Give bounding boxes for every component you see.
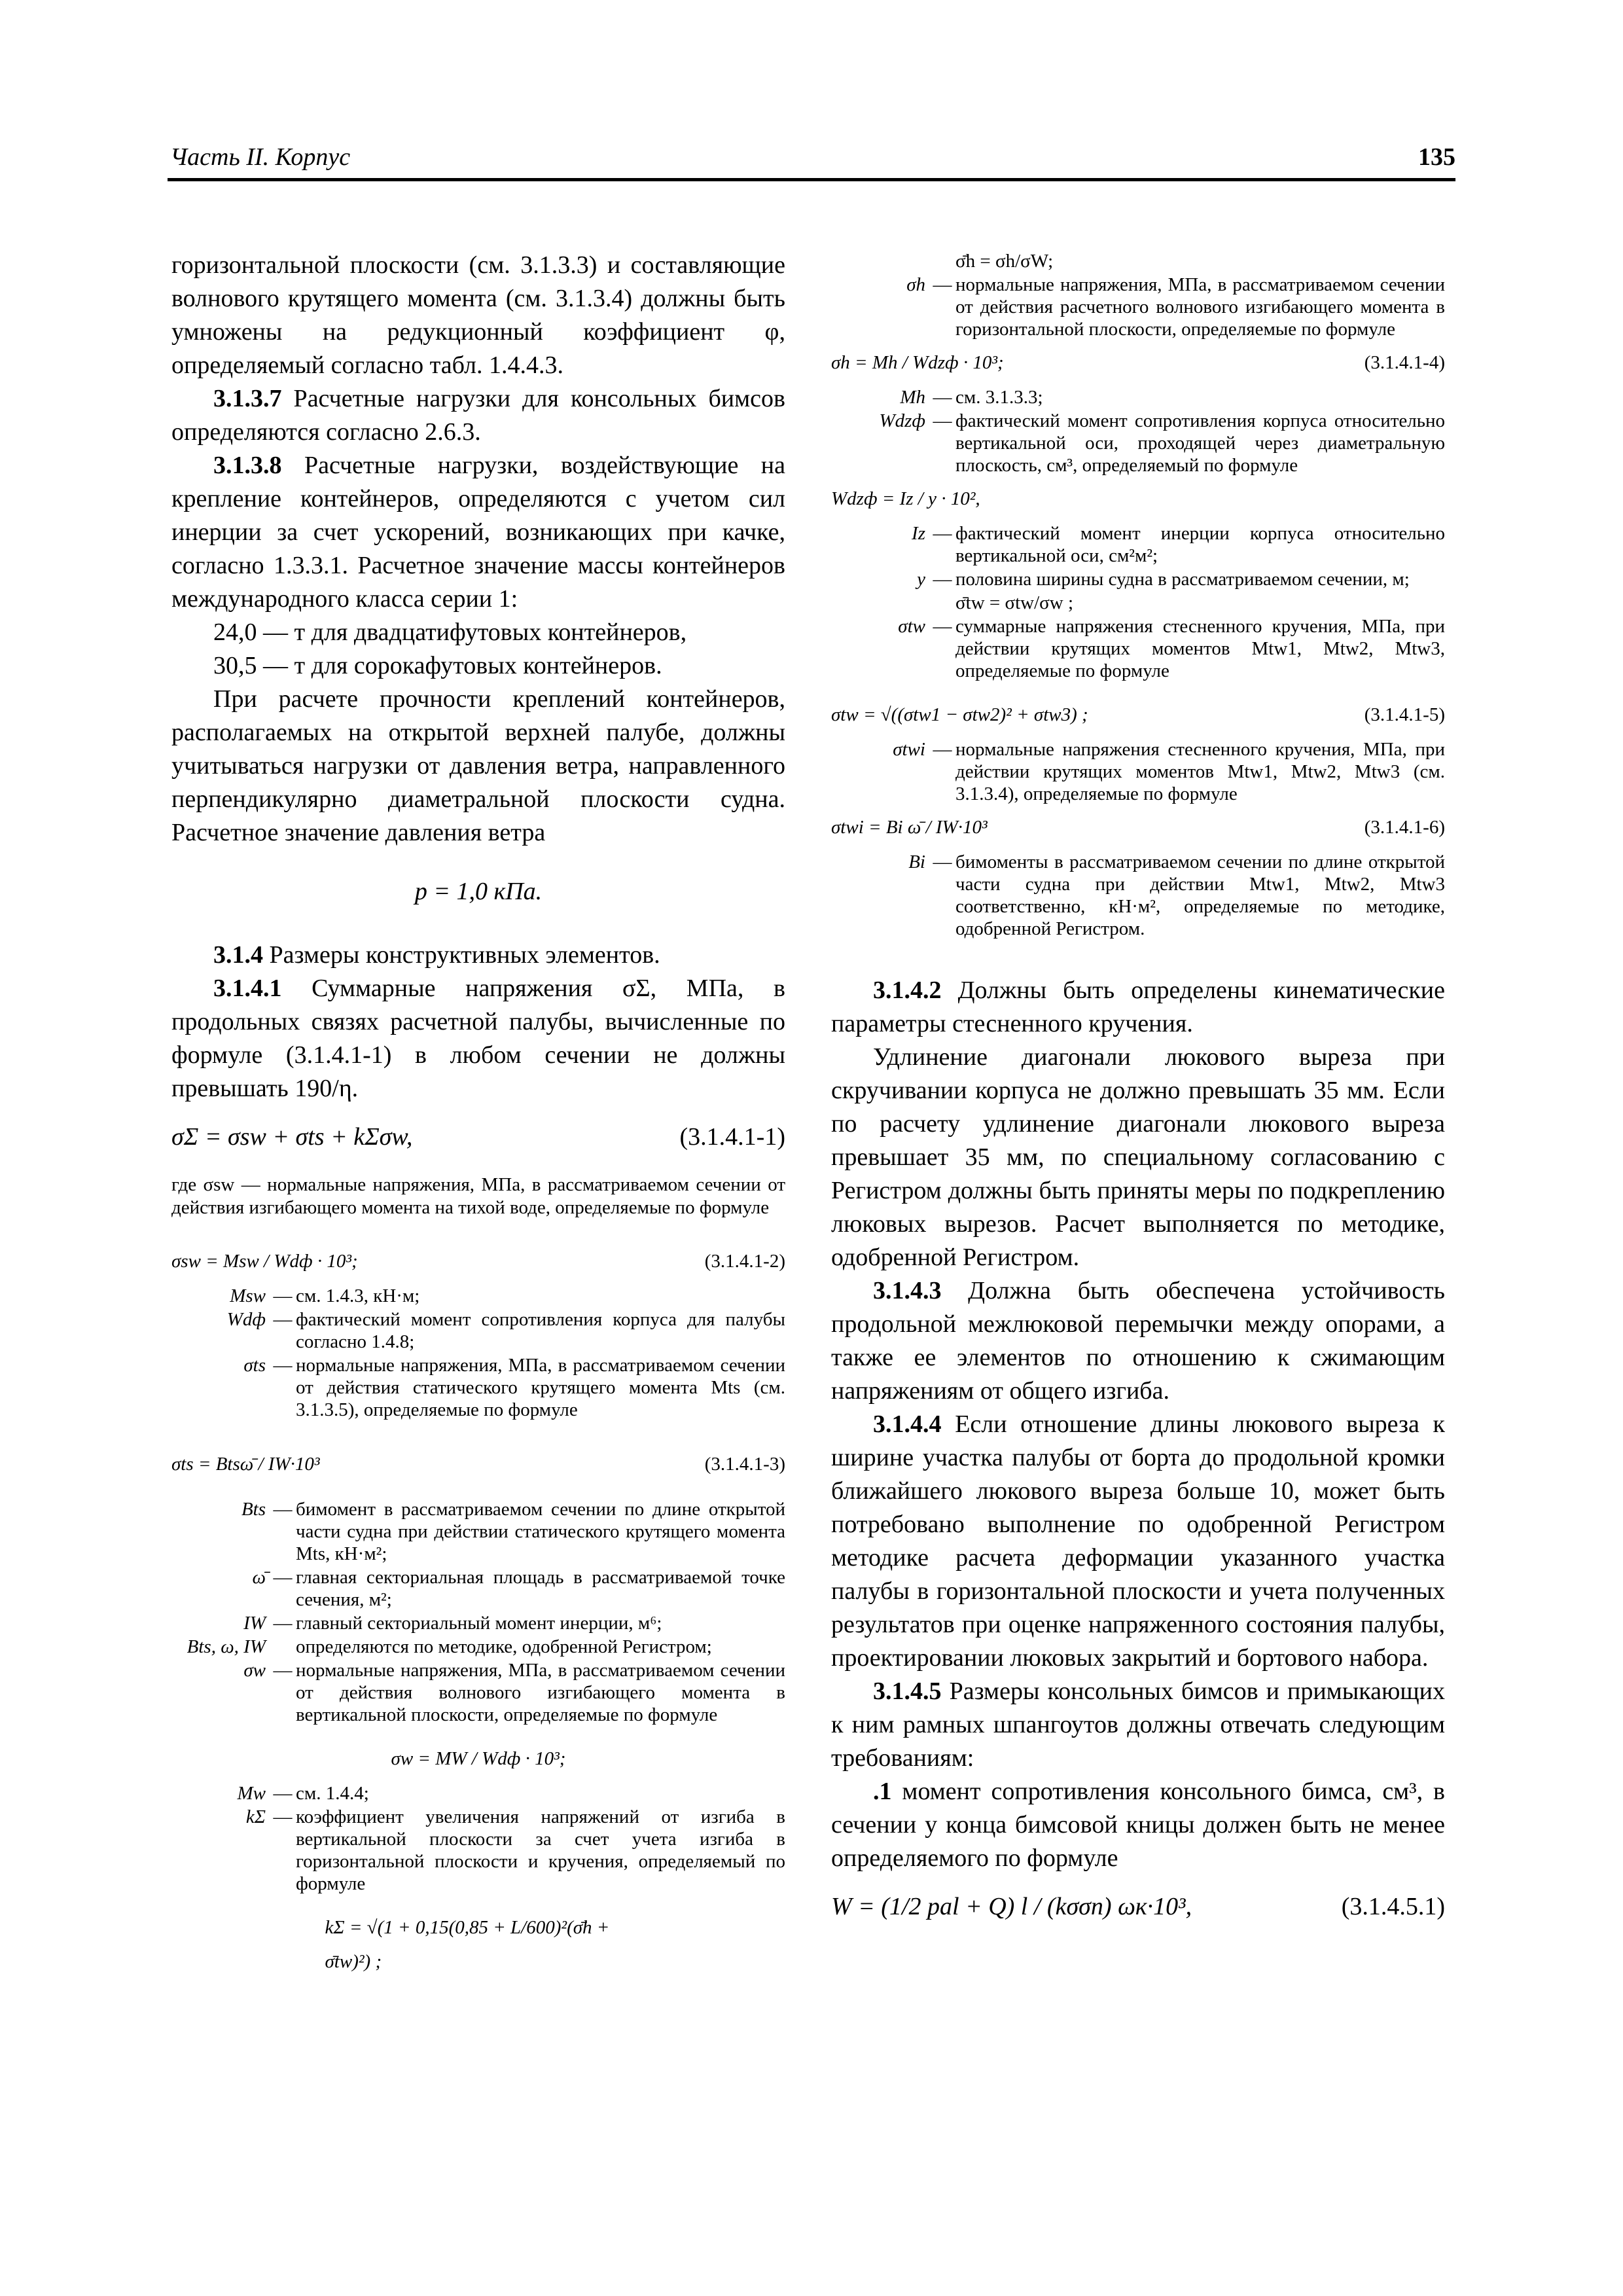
definition: Mh — см. 3.1.3.3; — [900, 387, 1043, 408]
definition: σtw — суммарные напряжения стесненного кручения, МПа, при действии крутящих моментов Mtw1, Mtw2, Mtw3, определяемые по формуле — [898, 616, 1445, 681]
paragraph: горизонтальной плоскости (см. 3.1.3.3) и составляющие волнового крутящего момента (см. 3.1.3.4) должны быть умножены на редукционный коэффициент φ, определяемый согласно табл. 1.4.4.3. — [171, 251, 785, 379]
paragraph: .1 момент сопротивления консольного бимса, см³, в сечении у конца бимсовой кницы должен быть не менее определяемого по формуле — [831, 1778, 1445, 1872]
definition: kΣ — коэффициент увеличения напряжений от изгиба в вертикальной плоскости за счет учета изгиба в горизонтальной плоскости и кручения, определяемый по формуле — [245, 1806, 785, 1894]
clause-number: 3.1.4.1 — [213, 975, 282, 1002]
definition: Mw — см. 1.4.4; — [237, 1783, 369, 1804]
clause-number: 3.1.3.7 — [213, 385, 282, 412]
section-heading: 3.1.4 Размеры конструктивных элементов. — [213, 941, 660, 969]
clause-number: 3.1.4.4 — [873, 1410, 942, 1438]
formula-wdz: Wdzф = Iz / y · 10², — [831, 488, 980, 509]
formula-wind-pressure: p = 1,0 кПа. — [414, 878, 543, 905]
formula-k-sigma: kΣ = √(1 + 0,15(0,85 + L/600)²(σ̄h + σ̄tw)²) ; — [325, 1917, 610, 1972]
paragraph: 30,5 — т для сорокафутовых контейнеров. — [213, 652, 662, 679]
clause-number: 3.1.3.8 — [213, 452, 282, 479]
definition: σtwi — нормальные напряжения стесненного кручения, МПа, при действии крутящих моментов Mtw1, Mtw2, Mtw3 (см. 3.1.3.4), определяемые по формуле — [893, 739, 1445, 804]
paragraph: При расчете прочности креплений контейнеров, располагаемых на открытой верхней палубе, должны учитываться нагрузки от давления ветра, направленного перпендикулярно диаметральной плоскости судна. Расчетное значение давления ветра — [171, 685, 785, 846]
paragraph: 3.1.3.7 Расчетные нагрузки для консольных бимсов определяются согласно 2.6.3. — [171, 385, 785, 446]
definition: y — половина ширины судна в рассматриваемом сечении, м; — [917, 569, 1410, 590]
formula-sigma-w: σw = MW / Wdф · 10³; — [391, 1748, 566, 1769]
clause-number: .1 — [873, 1778, 892, 1805]
formula-3-1-4-5-1: W = (1/2 pal + Q) l / (kσσn) ωк·10³, (3.1.4.5.1) — [831, 1893, 1445, 1920]
definition: σ̄h = σh/σW; — [955, 251, 1054, 272]
clause-number: 3.1.4.5 — [873, 1677, 942, 1705]
definition: Wdzф — фактический момент сопротивления корпуса относительно вертикальной оси, проходящей через диаметральную плоскость, см³, определяемый по формуле — [879, 410, 1445, 476]
where-text: где σsw — нормальные напряжения, МПа, в рассматриваемом сечении от действия изгибающего момента на тихой воде, определяемые по формуле — [171, 1174, 785, 1218]
paragraph: 3.1.4.4 Если отношение длины люкового выреза к ширине участка палубы от борта до продольной кромки ближайшего люкового выреза больше 10, может быть потребовано выполнение по одобренной Регистром методике расчета деформации указанного участка палубы в горизонтальной плоскости и учета полученных результатов при оценке напряженного состояния палубы, проектировании люковых закрытий и бортового набора. — [831, 1410, 1445, 1672]
paragraph: 3.1.3.8 Расчетные нагрузки, воздействующие на крепление контейнеров, определяются с учетом сил инерции за счет ускорений, возникающих при качке, согласно 1.3.3.1. Расчетное значение массы контейнеров международного класса серии 1: — [171, 452, 785, 613]
definition: ω̄ — главная секториальная площадь в рассматриваемой точке сечения, м²; — [252, 1567, 785, 1610]
definition: Wdф — фактический момент сопротивления корпуса для палубы согласно 1.4.8; — [226, 1309, 785, 1352]
page-number: 135 — [1418, 143, 1455, 171]
formula-3-1-4-1-5: σtw = √((σtw1 − σtw2)² + σtw3) ; (3.1.4.1-5) — [831, 704, 1445, 725]
paragraph: 3.1.4.1 Суммарные напряжения σΣ, МПа, в продольных связях расчетной палубы, вычисленные по формуле (3.1.4.1-1) в любом сечении не должны превышать 190/η. — [171, 975, 785, 1102]
formula-3-1-4-1-6: σtwi = Bi ω̄ / IW·10³ (3.1.4.1-6) — [831, 817, 1445, 838]
definition: σh — нормальные напряжения, МПа, в рассматриваемом сечении от действия расчетного волнового изгибающего момента в горизонтальной плоскости, определяемые по формуле — [906, 274, 1445, 340]
definition: σw — нормальные напряжения, МПа, в рассматриваемом сечении от действия волнового изгибающего момента в вертикальной плоскости, определяемые по формуле — [243, 1660, 785, 1725]
formula-3-1-4-1-4: σh = Mh / Wdzф · 10³; (3.1.4.1-4) — [831, 352, 1445, 373]
formula-3-1-4-1-3: σts = Btsω̄ / IW·10³ (3.1.4.1-3) — [171, 1454, 785, 1475]
left-column — [171, 249, 785, 1972]
definition: Bts — бимомент в рассматриваемом сечении по длине открытой части судна при действии статического крутящего момента Mts, кН·м²; — [241, 1499, 785, 1564]
definition: Bts, ω, IW определяются по методике, одобренной Регистром; — [187, 1636, 712, 1657]
running-title: Часть II. Корпус — [170, 143, 351, 171]
clause-number: 3.1.4.2 — [873, 977, 942, 1004]
definition: σts — нормальные напряжения, МПа, в рассматриваемом сечении от действия статического крутящего момента Mts (см. 3.1.3.5), определяемые по формуле — [243, 1355, 785, 1420]
definition: Iz — фактический момент инерции корпуса относительно вертикальной оси, см²м²; — [912, 523, 1445, 566]
definition: Msw — см. 1.4.3, кН·м; — [230, 1285, 420, 1306]
formula-3-1-4-1-1: σΣ = σsw + σts + kΣσw, (3.1.4.1-1) — [171, 1123, 785, 1151]
definition: Bi — бимоменты в рассматриваемом сечении по длине открытой части судна при действии Mtw1, Mtw2, Mtw3 соответственно, кН·м², определяемые по методике, одобренной Регистром. — [908, 852, 1445, 939]
paragraph: 3.1.4.5 Размеры консольных бимсов и примыкающих к ним рамных шпангоутов должны отвечать следующим требованиям: — [831, 1677, 1445, 1772]
paragraph: Удлинение диагонали люкового выреза при скручивании корпуса не должно превышать 35 мм. Если по расчету удлинение диагонали люкового выреза превышает 35 мм, по специальному согласованию с Регистром должны быть приняты меры по подкреплению люковых вырезов. Расчет выполняется по методике, одобренной Регистром. — [831, 1043, 1445, 1271]
paragraph: 24,0 — т для двадцатифутовых контейнеров, — [213, 619, 687, 646]
clause-number: 3.1.4.3 — [873, 1277, 942, 1304]
definition: IW — главный секториальный момент инерции, м⁶; — [243, 1613, 662, 1634]
right-column — [831, 249, 1445, 1934]
paragraph: 3.1.4.3 Должна быть обеспечена устойчивость продольной межлюковой перемычки между опорами, а также ее элементов по отношению к сжимающим напряжениям от общего изгиба. — [831, 1277, 1445, 1405]
page-header — [168, 135, 1455, 181]
paragraph: 3.1.4.2 Должны быть определены кинематические параметры стесненного кручения. — [831, 977, 1445, 1037]
definition: σ̄tw = σtw/σw ; — [955, 592, 1074, 613]
formula-3-1-4-1-2: σsw = Msw / Wdф · 10³; (3.1.4.1-2) — [171, 1251, 785, 1272]
